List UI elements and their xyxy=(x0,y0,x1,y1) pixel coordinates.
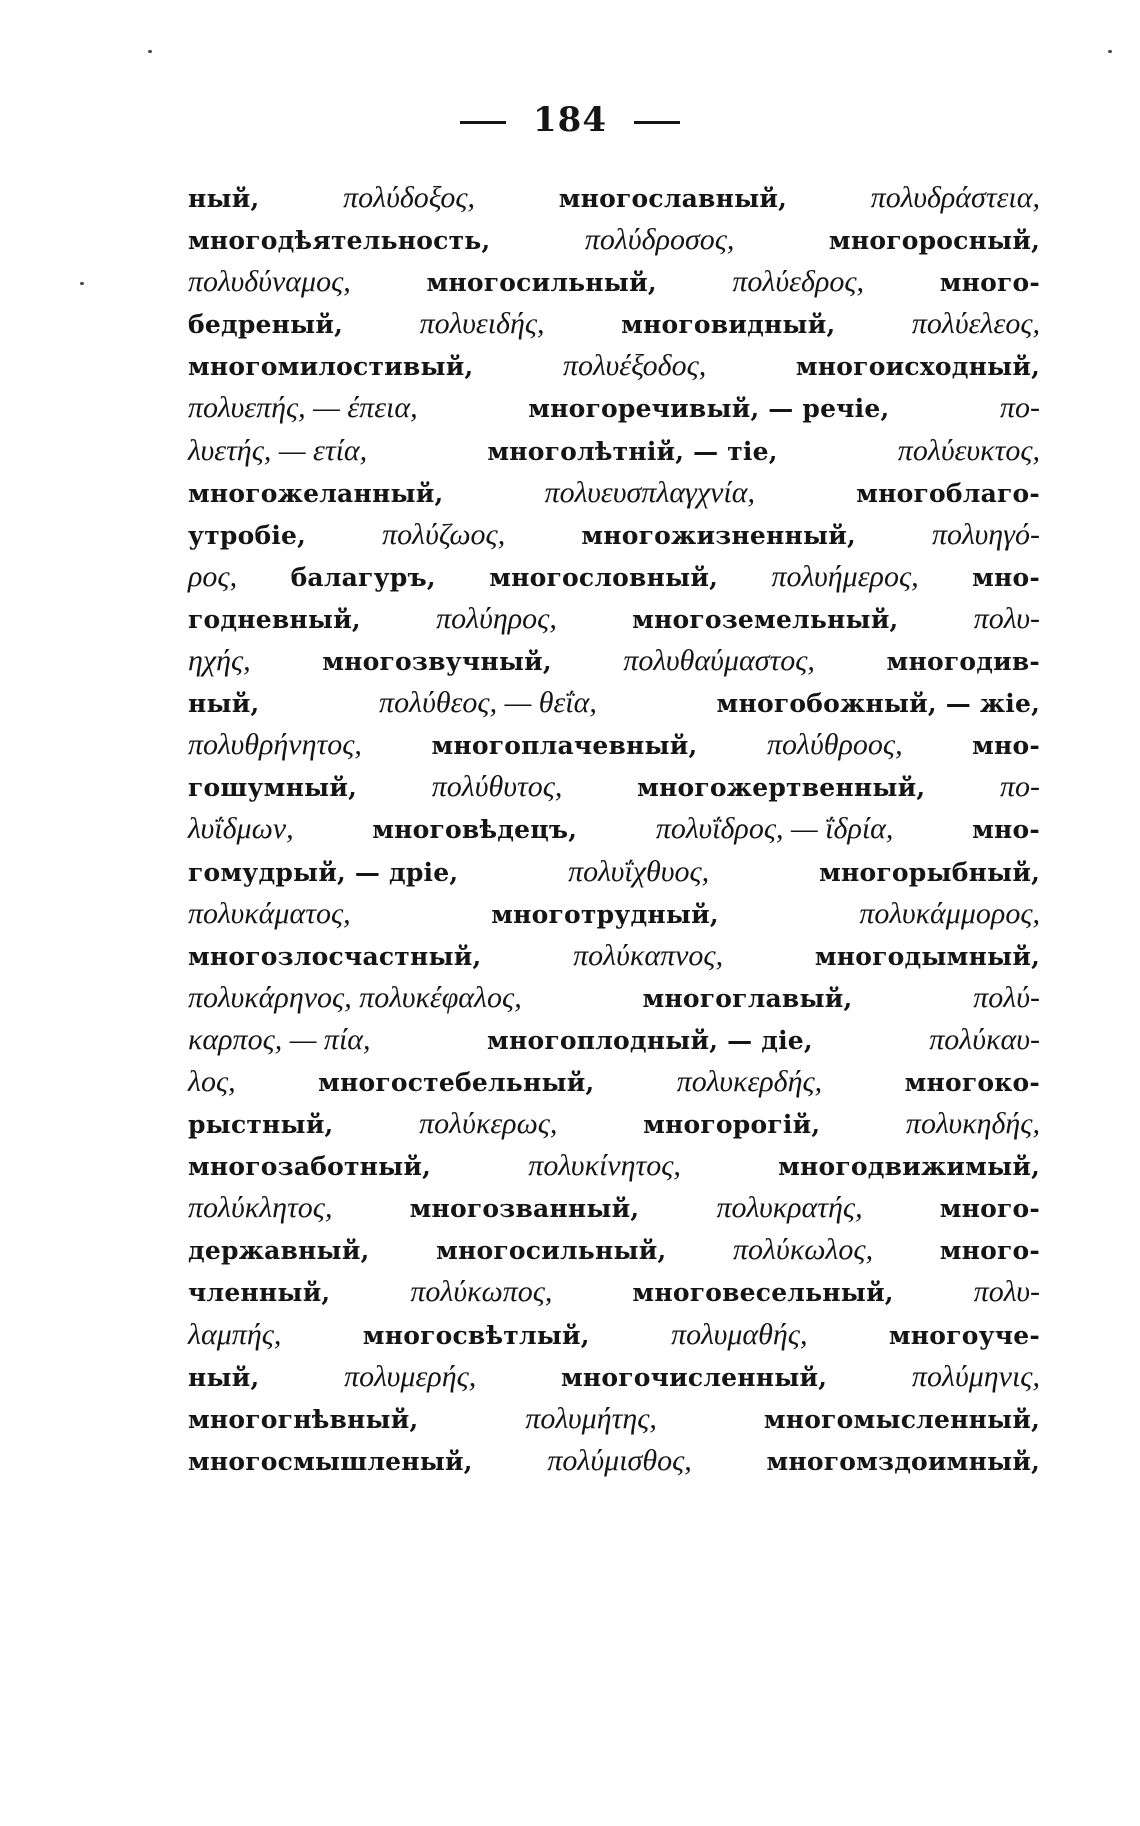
russian-word: многомздоимный, xyxy=(766,1446,1040,1476)
russian-word: многовидный, xyxy=(621,310,836,340)
russian-word: многочисленный, xyxy=(561,1362,828,1392)
russian-word: многорогій, xyxy=(643,1110,821,1140)
russian-word: многожизненный, xyxy=(581,520,856,550)
text-line xyxy=(188,177,1040,219)
text-line xyxy=(188,1061,1040,1103)
greek-word: πολυκάρηνος, πολυκέφαλος, xyxy=(188,980,522,1014)
greek-word: πολυμερής, xyxy=(344,1359,477,1393)
russian-word: рыстный, xyxy=(188,1110,334,1140)
greek-word: πολυΐχθυος, xyxy=(568,854,710,888)
greek-word: πολυμήτης, xyxy=(525,1401,657,1435)
greek-word: πολυέξοδος, xyxy=(562,349,707,383)
russian-word: многозлосчастный, xyxy=(188,941,482,971)
russian-word: многоблаго- xyxy=(856,478,1040,508)
russian-word: годневный, xyxy=(188,604,361,634)
greek-word: πολύ- xyxy=(973,980,1040,1014)
russian-word: многогнѣвный, xyxy=(188,1404,419,1434)
greek-word: πολυευσπλαγχνία, xyxy=(544,475,755,509)
greek-word: λυΐδμων, xyxy=(188,812,294,846)
text-line xyxy=(188,808,1040,850)
russian-word: ный, xyxy=(188,1362,260,1392)
text-line xyxy=(188,935,1040,977)
greek-word: πολύδοξος, xyxy=(343,181,476,214)
greek-word: πολυκρατής, xyxy=(716,1191,863,1225)
greek-word: πολύκαυ- xyxy=(929,1022,1040,1056)
greek-word: πολυΐδρος, — ΐδρία, xyxy=(655,812,894,846)
text-line xyxy=(188,1187,1040,1229)
text-line xyxy=(188,977,1040,1019)
russian-word: многозванный, xyxy=(409,1194,640,1224)
greek-word: πολυκηδής, xyxy=(905,1107,1040,1141)
russian-word: ный, xyxy=(188,184,260,213)
russian-word: многомилостивый, xyxy=(188,352,474,382)
text-line xyxy=(188,851,1040,893)
russian-word: многожеланный, xyxy=(188,478,444,508)
page-header xyxy=(0,100,1140,140)
text-line xyxy=(188,724,1040,766)
text-line xyxy=(188,219,1040,261)
greek-word: πολυκερδής, xyxy=(676,1064,823,1098)
russian-word: утробіе, xyxy=(188,520,307,550)
russian-word: многодвижимый, xyxy=(778,1152,1040,1182)
russian-word: балагуръ, xyxy=(290,562,436,592)
greek-word: πολύηρος, xyxy=(436,601,557,635)
greek-word: πολυθαύμαστος, xyxy=(623,644,815,678)
greek-word: λαμπής, xyxy=(188,1317,282,1351)
russian-word: многоземельный, xyxy=(632,604,899,634)
greek-word: πολυήμερος, xyxy=(771,559,919,593)
russian-word: многославный, xyxy=(558,184,788,213)
text-line xyxy=(188,303,1040,345)
greek-word: λυετής, — ετία, xyxy=(188,433,368,467)
greek-word: πολύζωος, xyxy=(382,517,506,551)
text-line xyxy=(188,1440,1040,1482)
russian-word: державный, xyxy=(188,1236,370,1266)
text-line xyxy=(188,1398,1040,1440)
russian-word: многосильный, xyxy=(436,1236,667,1266)
greek-word: πολυειδής, xyxy=(419,307,545,341)
russian-word: многосмышленый, xyxy=(188,1446,473,1476)
text-line xyxy=(188,766,1040,808)
russian-word: мно- xyxy=(972,562,1040,592)
russian-word: многодымный, xyxy=(814,941,1040,971)
text-line xyxy=(188,682,1040,724)
russian-word: бедреный, xyxy=(188,310,344,340)
text-line xyxy=(188,261,1040,303)
russian-word: многотрудный, xyxy=(491,899,719,929)
text-line xyxy=(188,598,1040,640)
greek-word: πολυδύναμος, xyxy=(188,265,351,299)
text-line xyxy=(188,1229,1040,1271)
greek-word: πολυμαθής, xyxy=(671,1317,808,1351)
russian-word: мно- xyxy=(972,731,1040,761)
russian-word: многостебельный, xyxy=(318,1067,595,1097)
text-line xyxy=(188,387,1040,429)
greek-word: πολύελεος, xyxy=(911,307,1040,341)
russian-word: многодив- xyxy=(886,647,1040,677)
greek-word: πολύδροσος, xyxy=(584,223,735,257)
greek-word: πολυ- xyxy=(973,1275,1040,1309)
russian-word: ный, xyxy=(188,689,260,719)
russian-word: многоисходный, xyxy=(795,352,1040,382)
russian-word: много- xyxy=(939,1236,1040,1266)
text-line xyxy=(188,1271,1040,1313)
greek-word: πολύθεος, — θεΐα, xyxy=(379,686,597,720)
russian-word: гомудрый, — дріе, xyxy=(188,857,459,887)
greek-word: πολυκάματος, xyxy=(188,896,351,930)
greek-word: καρπος, — πία, xyxy=(188,1022,371,1056)
russian-word: многоко- xyxy=(904,1067,1040,1097)
text-line xyxy=(188,514,1040,556)
text-line xyxy=(188,1356,1040,1398)
greek-word: λος, xyxy=(188,1064,236,1098)
russian-word: многоглавый, xyxy=(642,983,853,1013)
text-line xyxy=(188,640,1040,682)
russian-word: многожертвенный, xyxy=(637,773,926,803)
greek-word: πολύκαπνος, xyxy=(573,938,724,972)
greek-word: πολύευκτος, xyxy=(897,433,1040,467)
greek-word: πολύμηνις, xyxy=(911,1359,1040,1393)
russian-word: многозвучный, xyxy=(322,647,552,677)
russian-word: много- xyxy=(939,1194,1040,1224)
greek-word: πολυηγό- xyxy=(931,517,1040,551)
greek-word: πολύεδρος, xyxy=(732,265,865,299)
russian-word: многоросный, xyxy=(828,226,1040,256)
header-dash-left xyxy=(460,121,506,124)
greek-word: πολυθρήνητος, xyxy=(188,728,362,762)
russian-word: многовесельный, xyxy=(632,1278,894,1308)
russian-word: многорыбный, xyxy=(819,857,1040,887)
text-line xyxy=(188,556,1040,598)
greek-word: πολυ- xyxy=(973,601,1040,635)
russian-word: многовѣдецъ, xyxy=(372,815,578,845)
text-line xyxy=(188,1019,1040,1061)
text-line xyxy=(188,430,1040,472)
greek-word: ηχής, xyxy=(188,644,251,678)
greek-word: πολύμισθος, xyxy=(547,1443,692,1477)
russian-word: многодѣятельность, xyxy=(188,226,491,256)
text-line xyxy=(188,472,1040,514)
print-speck xyxy=(1108,50,1112,53)
greek-word: πολύκωπος, xyxy=(410,1275,553,1309)
russian-word: много- xyxy=(939,268,1040,298)
russian-word: многосильный, xyxy=(426,268,657,298)
russian-word: гошумный, xyxy=(188,773,357,803)
greek-word: πολυδράστεια, xyxy=(870,181,1040,214)
russian-word: членный, xyxy=(188,1278,331,1308)
text-line xyxy=(188,345,1040,387)
greek-word: πολύκλητος, xyxy=(188,1191,333,1225)
header-dash-right xyxy=(634,121,680,124)
greek-word: πολύθυτος, xyxy=(431,770,563,804)
print-speck xyxy=(80,282,84,285)
russian-word: многословный, xyxy=(489,562,719,592)
text-line xyxy=(188,1145,1040,1187)
text-line xyxy=(188,1103,1040,1145)
greek-word: πολυκάμμορος, xyxy=(859,896,1040,930)
russian-word: многоплачевный, xyxy=(431,731,698,761)
body-text xyxy=(188,177,1040,1482)
greek-word: πολύκωλος, xyxy=(733,1233,874,1267)
russian-word: мно- xyxy=(972,815,1040,845)
page-number: 184 xyxy=(533,100,607,140)
russian-word: многоречивый, — речіе, xyxy=(528,394,890,424)
greek-word: πολυεπής, — έπεια, xyxy=(188,391,418,425)
greek-word: πολυκίνητος, xyxy=(528,1149,681,1183)
russian-word: многоплодный, — діе, xyxy=(487,1025,813,1055)
russian-word: многомысленный, xyxy=(763,1404,1040,1434)
text-line xyxy=(188,893,1040,935)
text-line xyxy=(188,1314,1040,1356)
greek-word: πο- xyxy=(999,770,1040,804)
russian-word: многобожный, — жіе, xyxy=(716,689,1040,719)
russian-word: многозаботный, xyxy=(188,1152,432,1182)
greek-word: πο- xyxy=(999,391,1040,425)
greek-word: ρος, xyxy=(188,559,238,593)
russian-word: многосвѣтлый, xyxy=(362,1320,590,1350)
russian-word: многоуче- xyxy=(888,1320,1040,1350)
print-speck xyxy=(148,50,152,53)
greek-word: πολύκερως, xyxy=(419,1107,558,1141)
russian-word: многолѣтній, — тіе, xyxy=(487,436,778,466)
greek-word: πολύθροος, xyxy=(766,728,903,762)
